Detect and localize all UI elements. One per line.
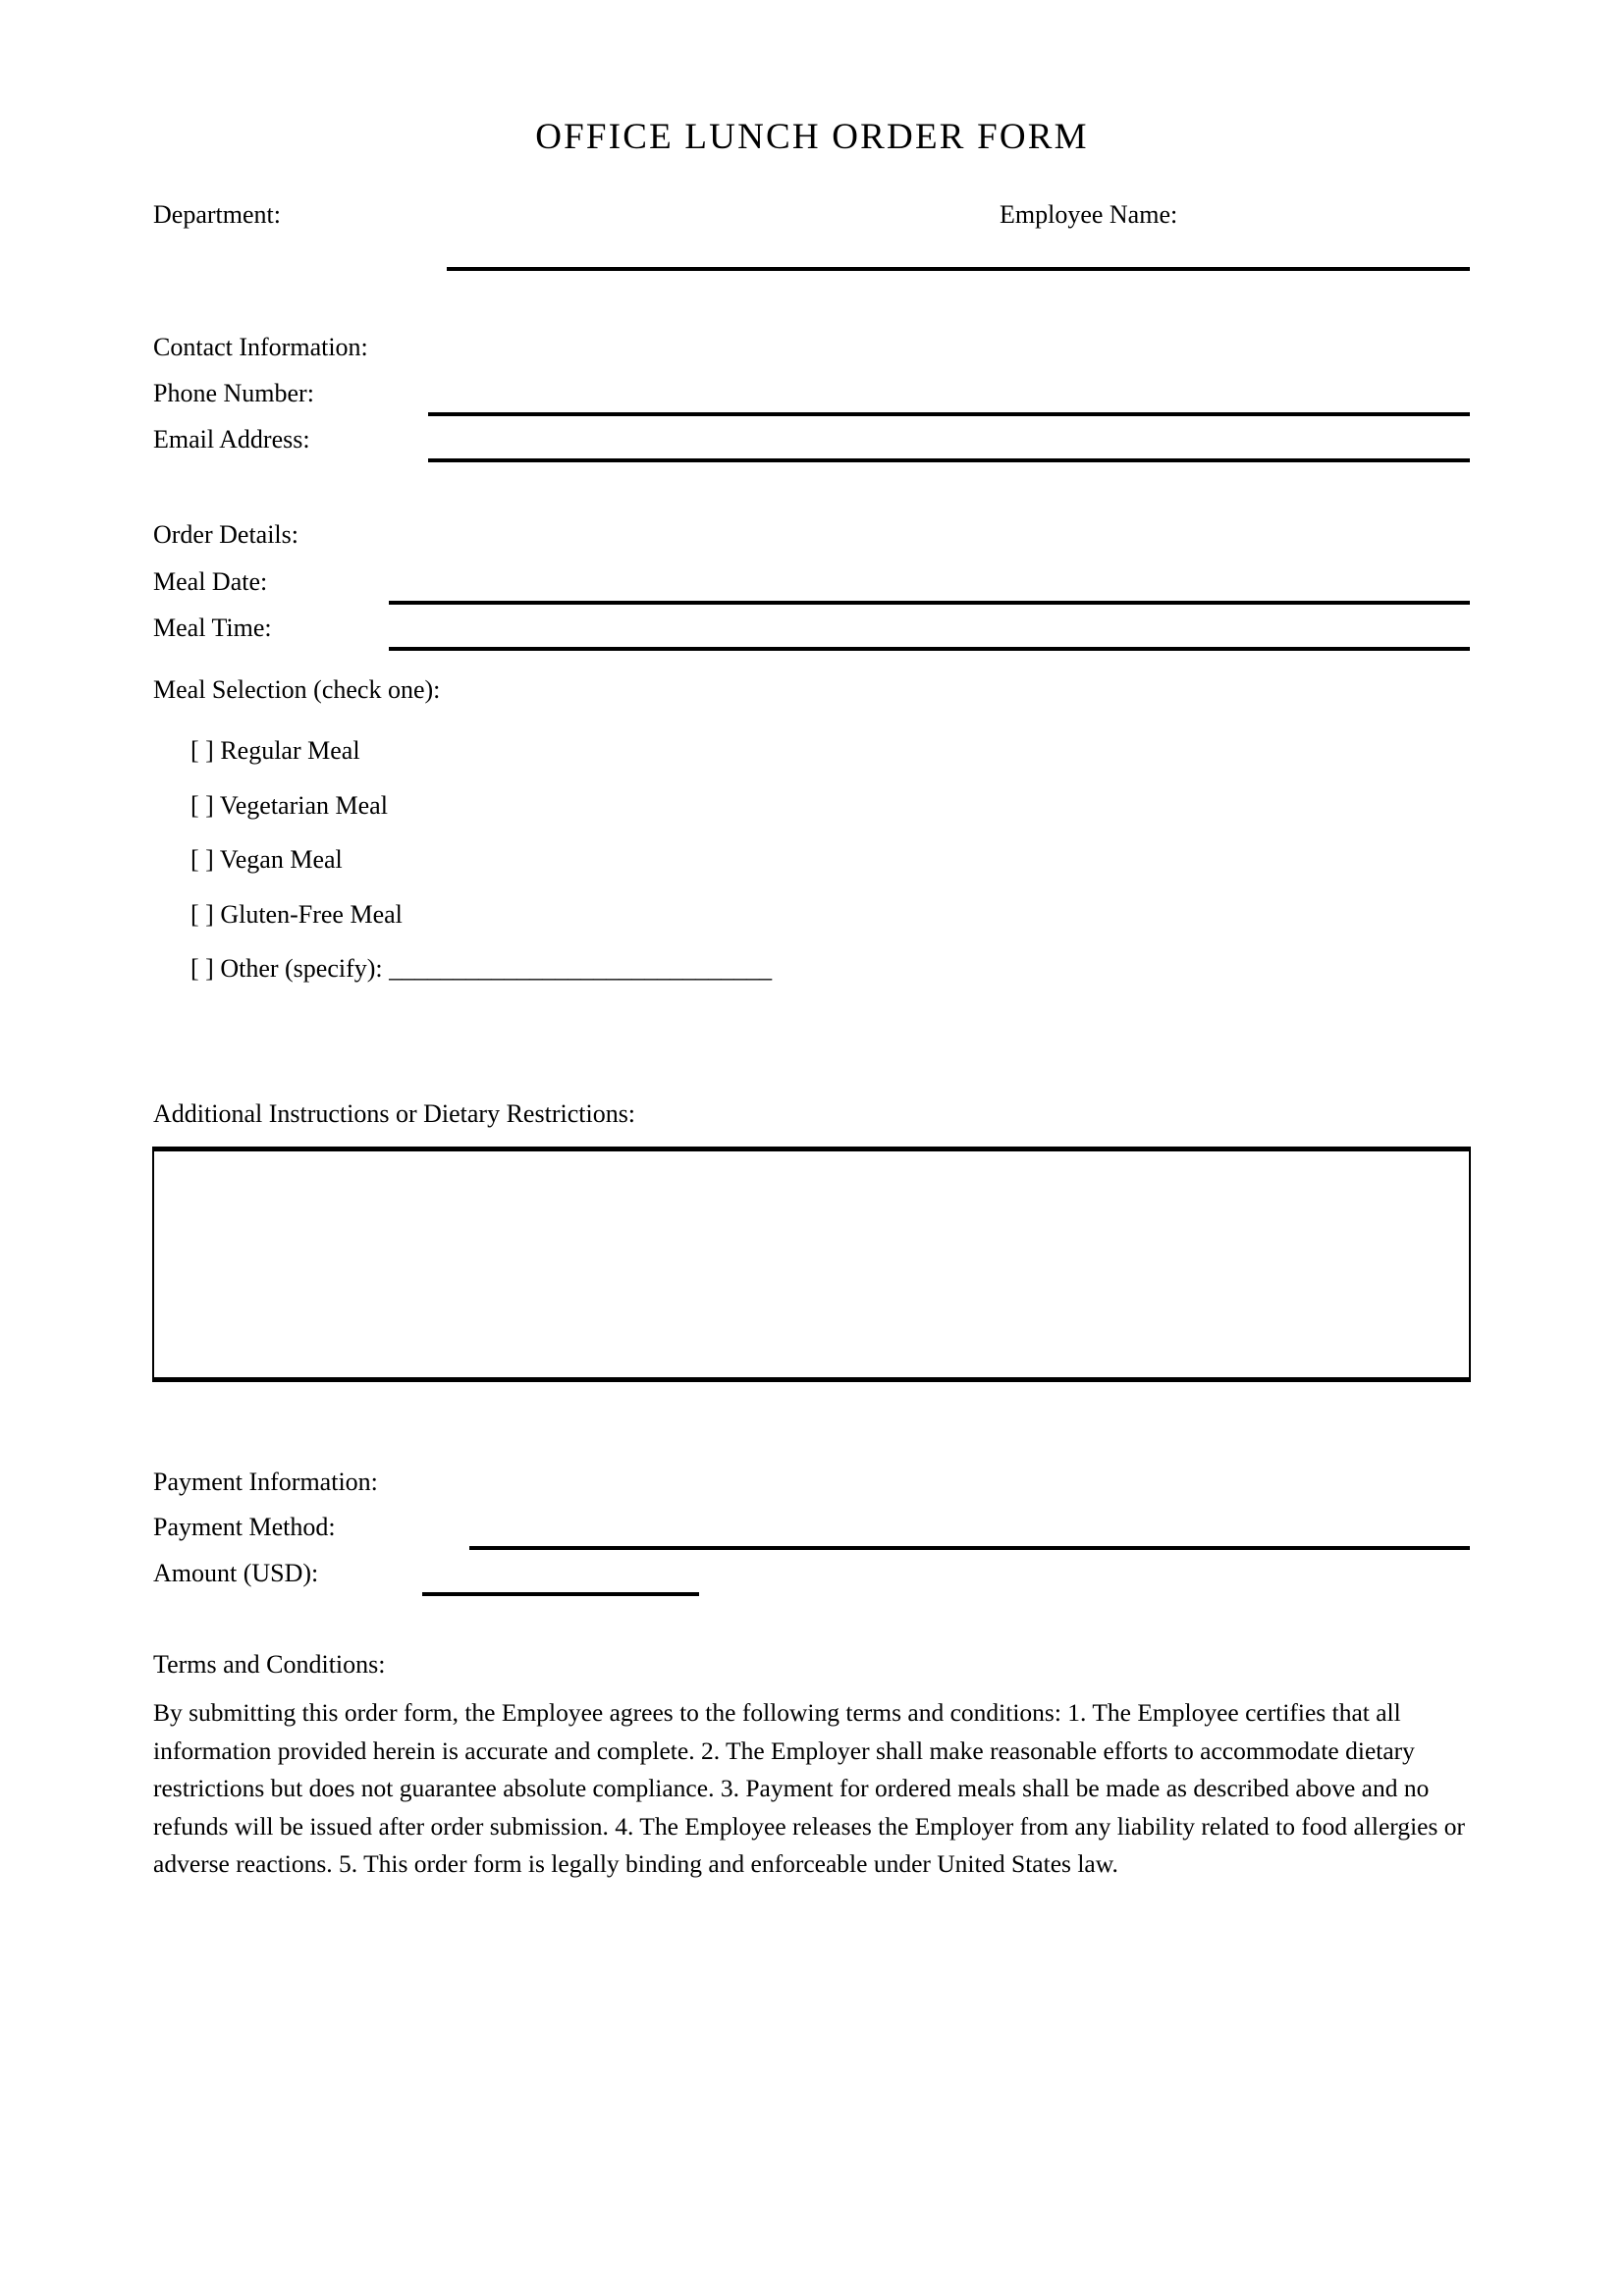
meal-option-regular[interactable] <box>190 736 360 766</box>
amount-usd-input-rule[interactable] <box>422 1592 699 1596</box>
checkbox-vegan-meal[interactable]: [ ] <box>190 845 214 874</box>
checkbox-gluten-free-meal[interactable]: [ ] <box>190 900 214 929</box>
amount-usd-label: Amount (USD): <box>153 1559 319 1587</box>
employee-name-label: Employee Name: <box>1000 200 1178 229</box>
meal-option-other-label: Other (specify): <box>220 954 383 983</box>
meal-time-label: Meal Time: <box>153 614 272 642</box>
meal-option-other[interactable] <box>190 954 772 984</box>
terms-and-conditions-body: By submitting this order form, the Employee agrees to the following terms and conditions: 1. The Employee certifies that all information provided herein is accurate and complete. 2. The Employer shall make reasonable efforts to accommodate dietary restrictions but does not guarantee absolute compliance. 3. Payment for ordered meals shall be made as described above and no refunds will be issued after order submission. 4. The Employee releases the Employer from any liability related to food allergies or adverse reactions. 5. This order form is legally binding and enforceable under United States law. <box>153 1698 1466 1878</box>
meal-date-label: Meal Date: <box>153 567 268 596</box>
phone-number-label: Phone Number: <box>153 379 314 407</box>
additional-instructions-heading: Additional Instructions or Dietary Restrictions: <box>153 1099 636 1128</box>
meal-option-gluten-free[interactable] <box>190 900 403 930</box>
department-label: Department: <box>153 200 281 229</box>
meal-option-vegan[interactable] <box>190 845 343 875</box>
contact-information-heading: Contact Information: <box>153 333 368 361</box>
meal-option-vegetarian[interactable] <box>190 791 388 821</box>
department-employee-name-input-rule[interactable] <box>447 267 1470 271</box>
email-address-input-rule[interactable] <box>428 458 1470 462</box>
terms-and-conditions-heading: Terms and Conditions: <box>153 1650 386 1679</box>
phone-number-input-rule[interactable] <box>428 412 1470 416</box>
payment-information-heading: Payment Information: <box>153 1468 378 1496</box>
payment-method-input-rule[interactable] <box>469 1546 1470 1550</box>
meal-option-regular-label: Regular Meal <box>220 736 360 765</box>
meal-selection-label: Meal Selection (check one): <box>153 675 441 704</box>
meal-option-vegan-label: Vegan Meal <box>219 845 343 874</box>
meal-option-other-fill-line[interactable]: ______________________________ <box>389 954 773 983</box>
checkbox-other-meal[interactable]: [ ] <box>190 954 214 983</box>
email-address-label: Email Address: <box>153 425 310 454</box>
additional-instructions-textarea[interactable] <box>152 1147 1471 1382</box>
meal-time-input-rule[interactable] <box>389 647 1470 651</box>
meal-date-input-rule[interactable] <box>389 601 1470 605</box>
checkbox-vegetarian-meal[interactable]: [ ] <box>190 791 214 820</box>
page-title: OFFICE LUNCH ORDER FORM <box>535 117 1089 157</box>
order-details-heading: Order Details: <box>153 520 299 549</box>
meal-option-gluten-free-label: Gluten-Free Meal <box>220 900 403 929</box>
payment-method-label: Payment Method: <box>153 1513 336 1541</box>
checkbox-regular-meal[interactable]: [ ] <box>190 736 214 765</box>
meal-option-vegetarian-label: Vegetarian Meal <box>219 791 388 820</box>
